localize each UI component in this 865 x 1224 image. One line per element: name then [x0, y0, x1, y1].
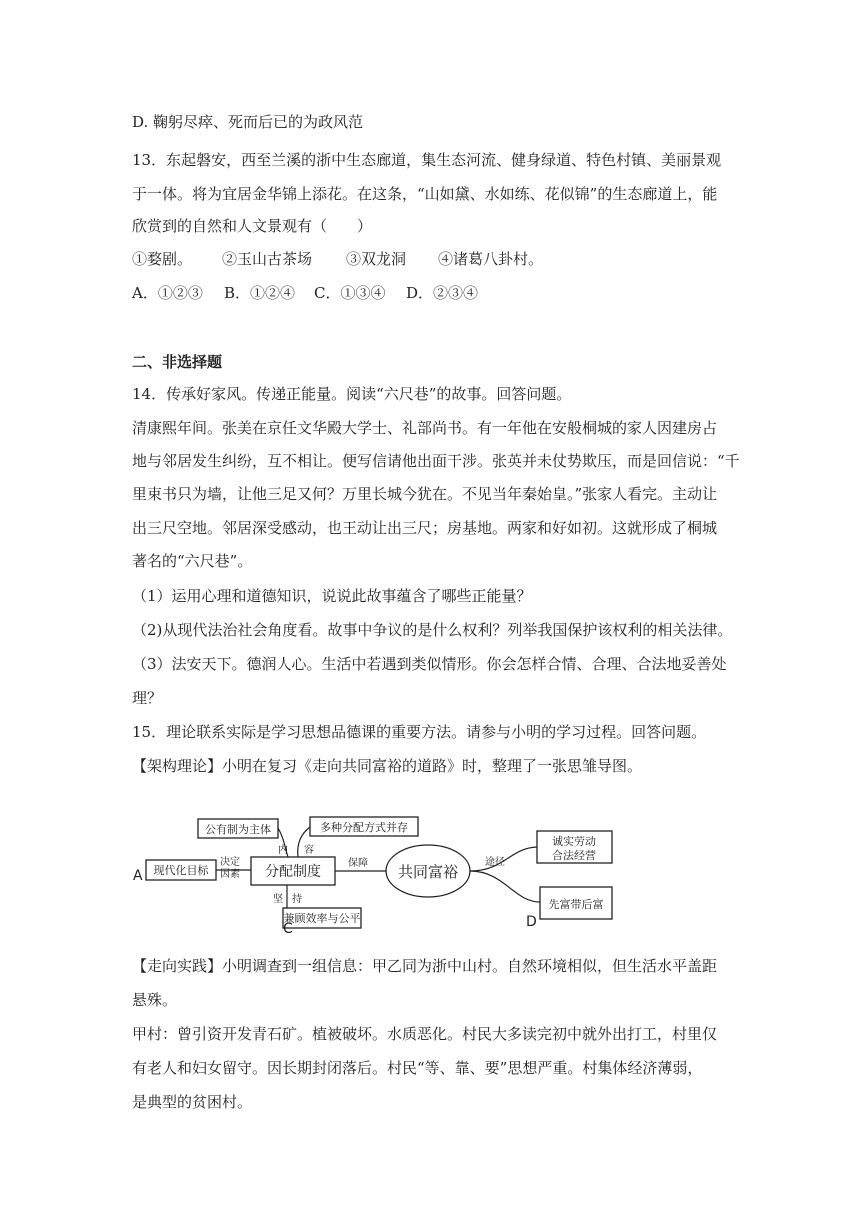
q12-option-d: D. 鞠躬尽瘁、死而后已的为政风范 — [132, 113, 364, 131]
q13-stem-line2: 于一体。将为宜居金华锦上添花。在这条，“山如黛、水如练、花似锦”的生态廊道上，能 — [132, 185, 718, 203]
q15-practice-line1: 【走向实践】小明调查到一组信息：甲乙同为浙中山村。自然环境相似，但生活水平盖距 — [132, 957, 718, 975]
q13-item-4: ④诸葛八卦村。 — [438, 250, 544, 268]
q13-option-d: D．②③④ — [406, 284, 479, 302]
connector-path-bottom — [470, 871, 540, 902]
village-a-line: 甲村：曾引资开发青石矿。植被破坏。水质恶化。村民大多读完初中就外出打工，村里仅 — [132, 1025, 718, 1043]
q14-sub-question-3: （3）法安天下。德润人心。生活中若遇到类似情形。你会怎样合情、合理、合法地妥善处 — [132, 655, 727, 673]
village-a-line: 有老人和妇女留守。因长期封闭落后。村民“等、靠、要”思想严重。村集体经济薄弱， — [132, 1059, 703, 1077]
box-efficiency-fairness-text: 兼顾效率与公平 — [283, 912, 361, 925]
q13-option-a: A．①②③ — [132, 284, 203, 302]
edge-label-decide-1: 决定 — [220, 857, 240, 868]
q14-story-line: 地与邻居发生纠纷，互不相让。便写信请他出面干涉。张英并未仗势欺压，而是回信说：“千 — [132, 452, 740, 470]
q14-story-line: 出三尺空地。邻居深受感动，也王动让出三尺；房基地。两家和好如初。这就形成了桐城 — [132, 519, 718, 537]
edge-label-path: 途径 — [485, 857, 505, 868]
q13-items — [132, 249, 543, 269]
edge-label-jian: 坚 — [273, 894, 283, 905]
q14-story-line: 里束书只为墙，让他三足又何？万里长城今犹在。不见当年秦始皇。”张家人看完。主动让 — [132, 485, 718, 503]
box-public-ownership-text: 公有制为主体 — [205, 823, 271, 836]
label-c: C — [283, 921, 293, 937]
q13-options — [132, 283, 478, 303]
q15-theory: 【架构理论】小明在复习《走向共同富裕的道路》时，整理了一张思雏导图。 — [132, 757, 643, 775]
box-distribution-system-text: 分配制度 — [265, 864, 321, 880]
oval-common-prosperity-text: 共同富裕 — [397, 863, 459, 881]
box-honest-labor-text-1: 诚实劳动 — [552, 835, 596, 848]
q14-sub-question-1: （1）运用心理和道德知识，说说此故事蕴含了哪些正能量？ — [132, 587, 532, 605]
label-a: A — [133, 868, 143, 884]
q14-story-line: 清康熙年间。张美在京任文华殿大学士、礼部尚书。有一年他在安般桐城的家人因建房占 — [132, 419, 718, 437]
q13-item-2: ②玉山古茶场 — [222, 250, 313, 268]
q13-stem-line3: 欣赏到的自然和人文景观有（ ） — [132, 217, 373, 235]
edge-label-rong: 容 — [304, 845, 314, 856]
village-a-line: 是典型的贫困村。 — [132, 1093, 253, 1111]
label-d: D — [526, 914, 537, 930]
edge-label-nei: 内 — [278, 845, 288, 856]
mind-map-diagram — [132, 798, 622, 946]
edge-label-guarantee: 保障 — [348, 858, 368, 869]
box-multiple-distribution-text: 多种分配方式并存 — [320, 821, 408, 834]
q13-item-1: ①婺剧。 — [132, 250, 193, 268]
q15-title: 15．理论联系实际是学习思想品德课的重要方法。请参与小明的学习过程。回答问题。 — [132, 723, 707, 741]
q14-sub-question-2: （2)从现代法治社会角度看。故事中争议的是什么权利？列举我国保护该权利的相关法律。 — [132, 621, 733, 639]
box-honest-labor-text-2: 合法经营 — [552, 849, 596, 862]
q13-option-b: B．①②④ — [224, 284, 296, 302]
q13-stem-line1: 13．东起磐安，西至兰溪的浙中生态廊道，集生态河流、健身绿道、特色村镇、美丽景观 — [132, 151, 722, 169]
q14-story-line: 著名的“六尺巷”。 — [132, 552, 253, 570]
section-heading: 二、非选择题 — [132, 353, 223, 371]
edge-label-chi: 持 — [292, 894, 302, 905]
edge-label-decide-2: 因素 — [220, 869, 240, 880]
box-modernization-text: 现代化目标 — [153, 864, 209, 877]
q14-sub-question-3-cont: 理？ — [132, 689, 163, 707]
q13-item-3: ③双龙洞 — [346, 250, 407, 268]
q14-title: 14．传承好家风。传递正能量。阅读“六尺巷”的故事。回答问题。 — [132, 385, 572, 403]
box-rich-lead-text: 先富带后富 — [548, 898, 604, 911]
q15-practice-line2: 悬殊。 — [132, 991, 178, 1009]
q13-option-c: C．①③④ — [314, 284, 386, 302]
